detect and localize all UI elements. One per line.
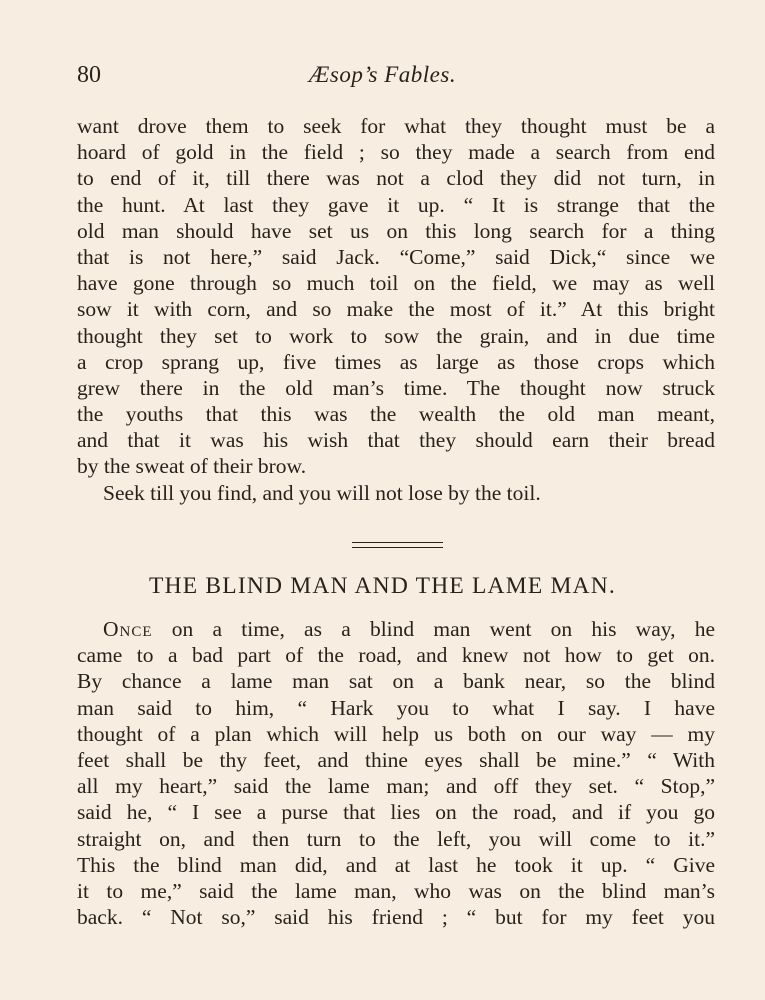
text-line: sow it with corn, and so make the most of it.” At this bright [77, 297, 715, 322]
text-line: thought of a plan which will help us both on our way — my [77, 721, 715, 746]
moral-line: Seek till you find, and you will not lose by the toil. [103, 480, 541, 505]
text-line: have gone through so much toil on the field, we may as well [77, 271, 715, 296]
page-header [0, 58, 765, 98]
text-line: grew there in the old man’s time. The thought now struck [77, 375, 715, 400]
text-line: This the blind man did, and at last he took it up. “ Give [77, 852, 715, 877]
text-line: a crop sprang up, five times as large as those crops which [77, 349, 715, 374]
text-line: thought they set to work to sow the grain, and in due time [77, 323, 715, 348]
text-line: want drove them to seek for what they thought must be a [77, 114, 715, 138]
text-line: to end of it, till there was not a clod they did not turn, in [77, 166, 715, 191]
opening-word: Once [103, 617, 153, 641]
text-line: back. “ Not so,” said his friend ; “ but for my feet you [77, 905, 715, 930]
text-line: feet shall be thy feet, and thine eyes shall be mine.” “ With [77, 747, 715, 772]
text-line: man said to him, “ Hark you to what I say. I have [77, 695, 715, 720]
text-line: By chance a lame man sat on a bank near, so the blind [77, 669, 715, 694]
text-line: the youths that this was the wealth the old man meant, [77, 402, 715, 427]
text-line: the hunt. At last they gave it up. “ It is strange that the [77, 192, 715, 217]
text-line: said he, “ I see a purse that lies on the road, and if you go [77, 800, 715, 825]
text-line: by the sweat of their brow. [77, 454, 307, 479]
text-line [77, 616, 715, 642]
first-line-rest: on a time, as a blind man went on his way, he [152, 617, 715, 641]
fable-title: THE BLIND MAN AND THE LAME MAN. [149, 573, 616, 599]
fable-body [77, 616, 715, 930]
section-divider [352, 542, 443, 548]
text-line: old man should have set us on this long search for a thing [77, 218, 715, 243]
text-line: straight on, and then turn to the left, you will come to it.” [77, 826, 715, 851]
text-line: and that it was his wish that they should earn their bread [77, 428, 715, 453]
text-line: it to me,” said the lame man, who was on the blind man’s [77, 878, 715, 903]
page-number: 80 [77, 62, 101, 88]
text-line: came to a bad part of the road, and knew not how to get on. [77, 643, 715, 668]
previous-fable-ending [77, 113, 715, 506]
text-line: hoard of gold in the field ; so they made a search from end [77, 140, 715, 165]
text-line: that is not here,” said Jack. “Come,” said Dick,“ since we [77, 244, 715, 269]
text-line: all my heart,” said the lame man; and off they set. “ Stop,” [77, 774, 715, 799]
running-head: Æsop’s Fables. [308, 62, 457, 87]
